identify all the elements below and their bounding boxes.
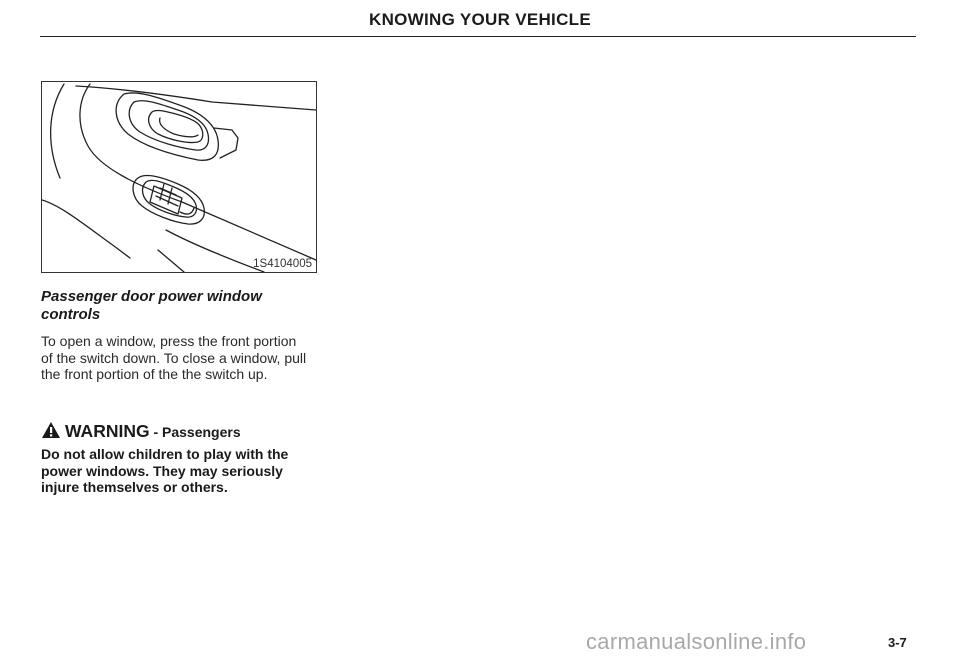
section-title: Passenger door power window controls xyxy=(41,288,262,323)
figure-code: 1S4104005 xyxy=(253,258,312,270)
page-number: 3-7 xyxy=(888,635,907,650)
page-header-title: KNOWING YOUR VEHICLE xyxy=(369,10,591,29)
door-window-switch-illustration xyxy=(42,82,316,272)
warning-suffix: - Passengers xyxy=(149,424,241,440)
section-body: To open a window, press the front portion of the switch down. To close a window, pull the front portion of the the switch up. xyxy=(41,333,307,382)
warning-triangle-icon xyxy=(41,421,61,444)
watermark: carmanualsonline.info xyxy=(586,629,807,654)
warning-text: Do not allow children to play with the power windows. They may seriously injure themselves or others. xyxy=(41,446,289,495)
door-switch-figure xyxy=(41,81,317,273)
header-divider xyxy=(40,36,916,37)
warning-heading xyxy=(41,421,321,444)
warning-label: WARNING xyxy=(65,421,150,441)
